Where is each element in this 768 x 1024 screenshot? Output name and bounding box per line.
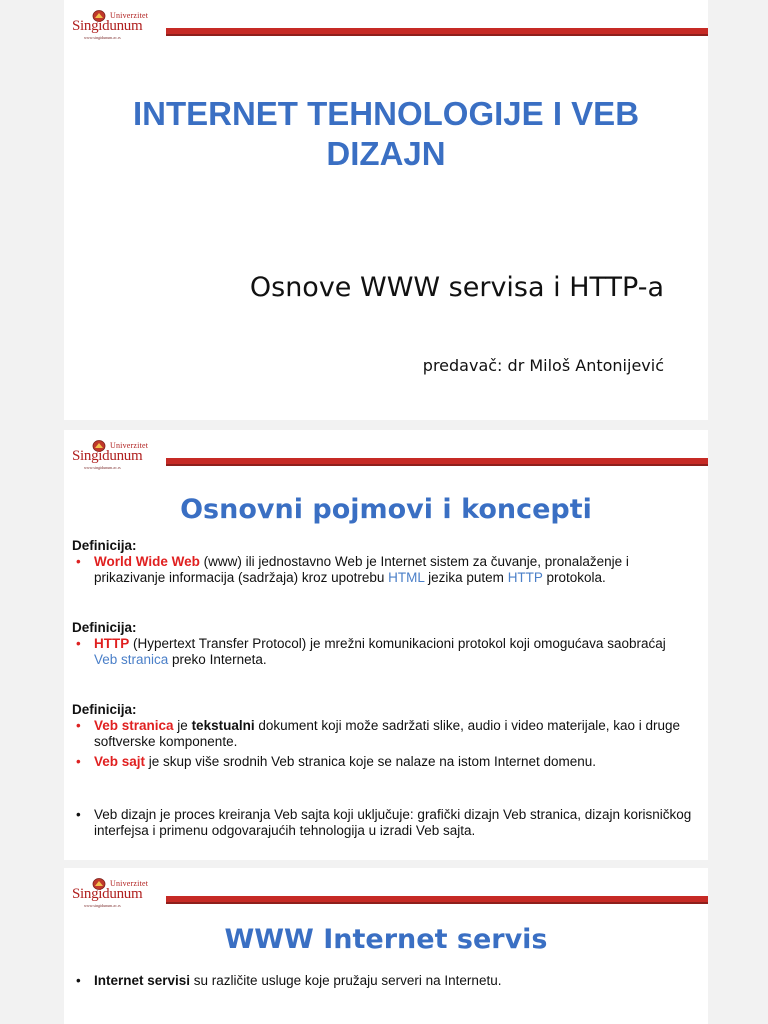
definition-text: dokument koji može sadržati slike, audio i video materijale, kao i druge softverske komponente. <box>94 718 681 749</box>
university-logo <box>70 878 166 906</box>
header-red-bar <box>166 896 708 904</box>
definition-block-1 <box>72 538 692 586</box>
veb-dizajn-note <box>72 807 692 839</box>
logo-name-text: Singidunum <box>72 18 143 34</box>
definition-text: (www) ili jednostavno Web je Internet sistem za čuvanje, pronalaženje i prikazivanje informacija (sadržaja) kroz upotrebu <box>94 554 629 585</box>
internet-services-item <box>72 973 692 989</box>
definition-block-3 <box>72 702 692 770</box>
presentation-title <box>64 94 708 174</box>
logo-univ-text: Univerzitet <box>110 879 149 888</box>
slide-heading: Osnovni pojmovi i koncepti <box>180 494 592 525</box>
logo-url-text: www.singidunum.ac.rs <box>84 903 121 908</box>
definition-text: je skup više srodnih Veb stranica koje se nalaze na istom Internet domenu. <box>145 754 597 769</box>
title-line-1: INTERNET TEHNOLOGIJE I VEB <box>132 95 640 132</box>
logo-name-text: Singidunum <box>72 886 143 902</box>
university-logo <box>70 440 166 468</box>
definition-text: preko Interneta. <box>168 652 267 667</box>
definition-label: Definicija: <box>72 538 137 553</box>
bold-internet-servisi: Internet servisi <box>94 973 191 988</box>
definition-text: jezika putem <box>424 570 508 585</box>
term-http: HTTP <box>94 636 130 651</box>
link-html[interactable]: HTML <box>388 570 425 585</box>
definition-label: Definicija: <box>72 620 137 635</box>
presentation-subtitle: Osnove WWW servisa i HTTP-a <box>249 272 664 303</box>
lecturer-name: predavač: dr Miloš Antonijević <box>422 356 664 375</box>
item-text: su različite usluge koje pružaju serveri na Internetu. <box>190 973 502 988</box>
title-line-2: DIZAJN <box>326 135 446 172</box>
term-veb-sajt: Veb sajt <box>94 754 146 769</box>
definition-www <box>72 554 692 586</box>
definition-veb-stranica <box>72 718 692 750</box>
definition-http <box>72 636 692 668</box>
definition-veb-sajt <box>72 754 692 770</box>
title-slide <box>64 0 708 420</box>
bold-tekstualni: tekstualni <box>191 718 255 733</box>
definition-text: (Hypertext Transfer Protocol) je mrežni komunikacioni protokol koji omogućava saobraćaj <box>129 636 666 651</box>
definition-text: je <box>173 718 192 733</box>
header-red-bar <box>166 28 708 36</box>
university-logo <box>70 10 166 38</box>
logo-url-text: www.singidunum.ac.rs <box>84 35 121 40</box>
logo-name-text: Singidunum <box>72 448 143 464</box>
definition-label: Definicija: <box>72 702 137 717</box>
concepts-slide <box>64 430 708 860</box>
definition-block-2 <box>72 620 692 668</box>
link-http[interactable]: HTTP <box>507 570 543 585</box>
www-service-slide <box>64 868 708 1024</box>
list-item <box>72 973 692 989</box>
header-red-bar <box>166 458 708 466</box>
slide-heading: WWW Internet servis <box>224 924 548 955</box>
logo-url-text: www.singidunum.ac.rs <box>84 465 121 470</box>
logo-univ-text: Univerzitet <box>110 11 149 20</box>
term-veb-stranica: Veb stranica <box>94 718 174 733</box>
logo-univ-text: Univerzitet <box>110 441 149 450</box>
link-veb-stranica[interactable]: Veb stranica <box>94 652 169 667</box>
note-item: • Veb dizajn je proces kreiranja Veb sajta koji uključuje: grafički dizajn Veb stranica, dizajn korisničkog interfejsa i primenu odgovarajućih tehnologija u izradi Veb sajta. <box>72 807 692 839</box>
term-www: World Wide Web <box>94 554 200 569</box>
definition-text: protokola. <box>542 570 606 585</box>
